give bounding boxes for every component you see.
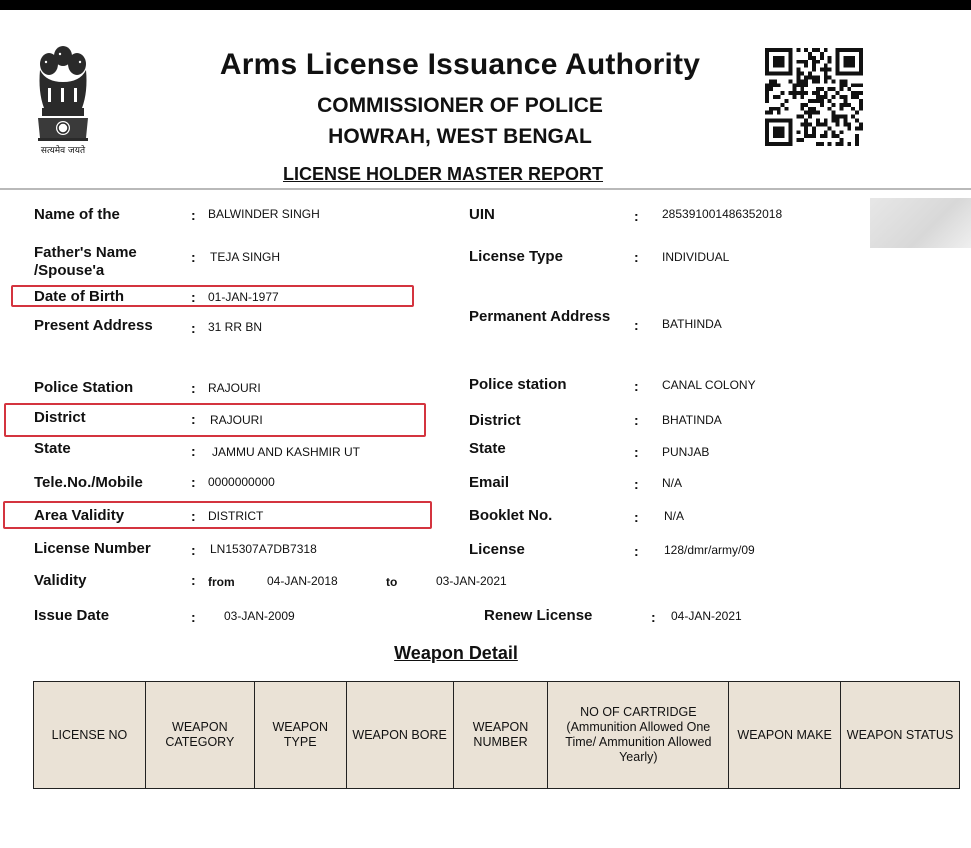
page-title: Arms License Issuance Authority [219, 48, 701, 81]
father-name-label-cont: /Spouse'a [34, 262, 105, 279]
colon: : [634, 444, 639, 460]
validity-to-label: to [386, 575, 398, 589]
colon: : [634, 208, 639, 224]
colon: : [191, 289, 196, 305]
column-header: WEAPON STATUS [841, 682, 960, 789]
booklet-value: N/A [664, 509, 685, 523]
column-header: WEAPON BORE [346, 682, 453, 789]
license-type-label: License Type [469, 248, 563, 265]
uin-label: UIN [469, 206, 495, 223]
police-station-value: RAJOURI [208, 381, 261, 395]
issue-date-value: 03-JAN-2009 [224, 609, 295, 623]
header-divider [0, 188, 971, 190]
column-header: LICENSE NO [34, 682, 146, 789]
license-number-value: LN15307A7DB7318 [210, 542, 317, 556]
present-address-label: Present Address [34, 317, 153, 334]
emblem-motto: सत्यमेव जयते [40, 146, 86, 156]
weapon-detail-title: Weapon Detail [394, 643, 518, 663]
validity-label: Validity [34, 572, 87, 589]
renew-license-label: Renew License [484, 607, 593, 624]
tele-label: Tele.No./Mobile [34, 474, 143, 491]
district-label: District [34, 409, 86, 426]
colon: : [651, 609, 656, 625]
area-validity-value: DISTRICT [208, 509, 264, 523]
authority-location: HOWRAH, WEST BENGAL [328, 125, 592, 148]
district-value: RAJOURI [210, 413, 263, 427]
colon: : [191, 443, 196, 459]
column-header: WEAPON CATEGORY [145, 682, 254, 789]
state-label: State [34, 440, 71, 457]
name-label: Name of the [34, 206, 120, 223]
dob-label: Date of Birth [34, 288, 124, 305]
column-header: WEAPON NUMBER [453, 682, 548, 789]
name-value: BALWINDER SINGH [208, 207, 320, 221]
colon: : [634, 543, 639, 559]
email-value: N/A [662, 476, 683, 490]
weapon-detail-table [33, 681, 960, 789]
colon: : [191, 249, 196, 265]
right-district-value: BHATINDA [662, 413, 722, 427]
report-title: LICENSE HOLDER MASTER REPORT [282, 164, 604, 184]
colon: : [634, 476, 639, 492]
father-name-value: TEJA SINGH [210, 250, 281, 264]
tele-value: 0000000000 [208, 475, 275, 489]
right-police-station-label: Police station [469, 376, 567, 393]
colon: : [191, 508, 196, 524]
photo-placeholder [870, 198, 971, 248]
permanent-address-label: Permanent Address [469, 308, 611, 325]
area-validity-label: Area Validity [34, 507, 125, 524]
right-state-value: PUNJAB [662, 445, 710, 459]
state-value: JAMMU AND KASHMIR UT [212, 445, 361, 459]
police-station-label: Police Station [34, 379, 134, 396]
colon: : [634, 249, 639, 265]
license-value: 128/dmr/army/09 [664, 543, 755, 557]
present-address-value: 31 RR BN [208, 320, 263, 334]
colon: : [191, 380, 196, 396]
top-bar [0, 0, 971, 10]
booklet-label: Booklet No. [469, 507, 553, 524]
qr-code-icon [765, 48, 863, 146]
license-type-value: INDIVIDUAL [662, 250, 730, 264]
colon: : [191, 609, 196, 625]
colon: : [191, 542, 196, 558]
table-header-row [34, 682, 960, 789]
colon: : [191, 572, 196, 588]
license-label: License [469, 541, 525, 558]
renew-license-value: 04-JAN-2021 [671, 609, 742, 623]
colon: : [191, 320, 196, 336]
right-district-label: District [469, 412, 521, 429]
license-number-label: License Number [34, 540, 151, 557]
issue-date-label: Issue Date [34, 607, 110, 624]
colon: : [191, 474, 196, 490]
colon: : [634, 509, 639, 525]
father-name-label: Father's Name [34, 244, 137, 261]
dob-value: 01-JAN-1977 [208, 290, 279, 304]
validity-from-label: from [208, 575, 235, 589]
column-header: NO OF CARTRIDGE (Ammunition Allowed One Time/ Ammunition Allowed Yearly) [548, 682, 729, 789]
colon: : [634, 317, 639, 333]
right-state-label: State [469, 440, 506, 457]
colon: : [634, 412, 639, 428]
right-police-station-value: CANAL COLONY [662, 378, 756, 392]
permanent-address-value: BATHINDA [662, 317, 722, 331]
validity-to-value: 03-JAN-2021 [436, 574, 507, 588]
colon: : [191, 411, 196, 427]
colon: : [191, 207, 196, 223]
column-header: WEAPON TYPE [254, 682, 346, 789]
authority-name: COMMISSIONER OF POLICE [317, 94, 603, 117]
colon: : [634, 378, 639, 394]
validity-from-value: 04-JAN-2018 [267, 574, 338, 588]
uin-value: 285391001486352018 [662, 207, 783, 221]
email-label: Email [469, 474, 510, 491]
national-emblem-icon [28, 42, 98, 154]
column-header: WEAPON MAKE [729, 682, 841, 789]
